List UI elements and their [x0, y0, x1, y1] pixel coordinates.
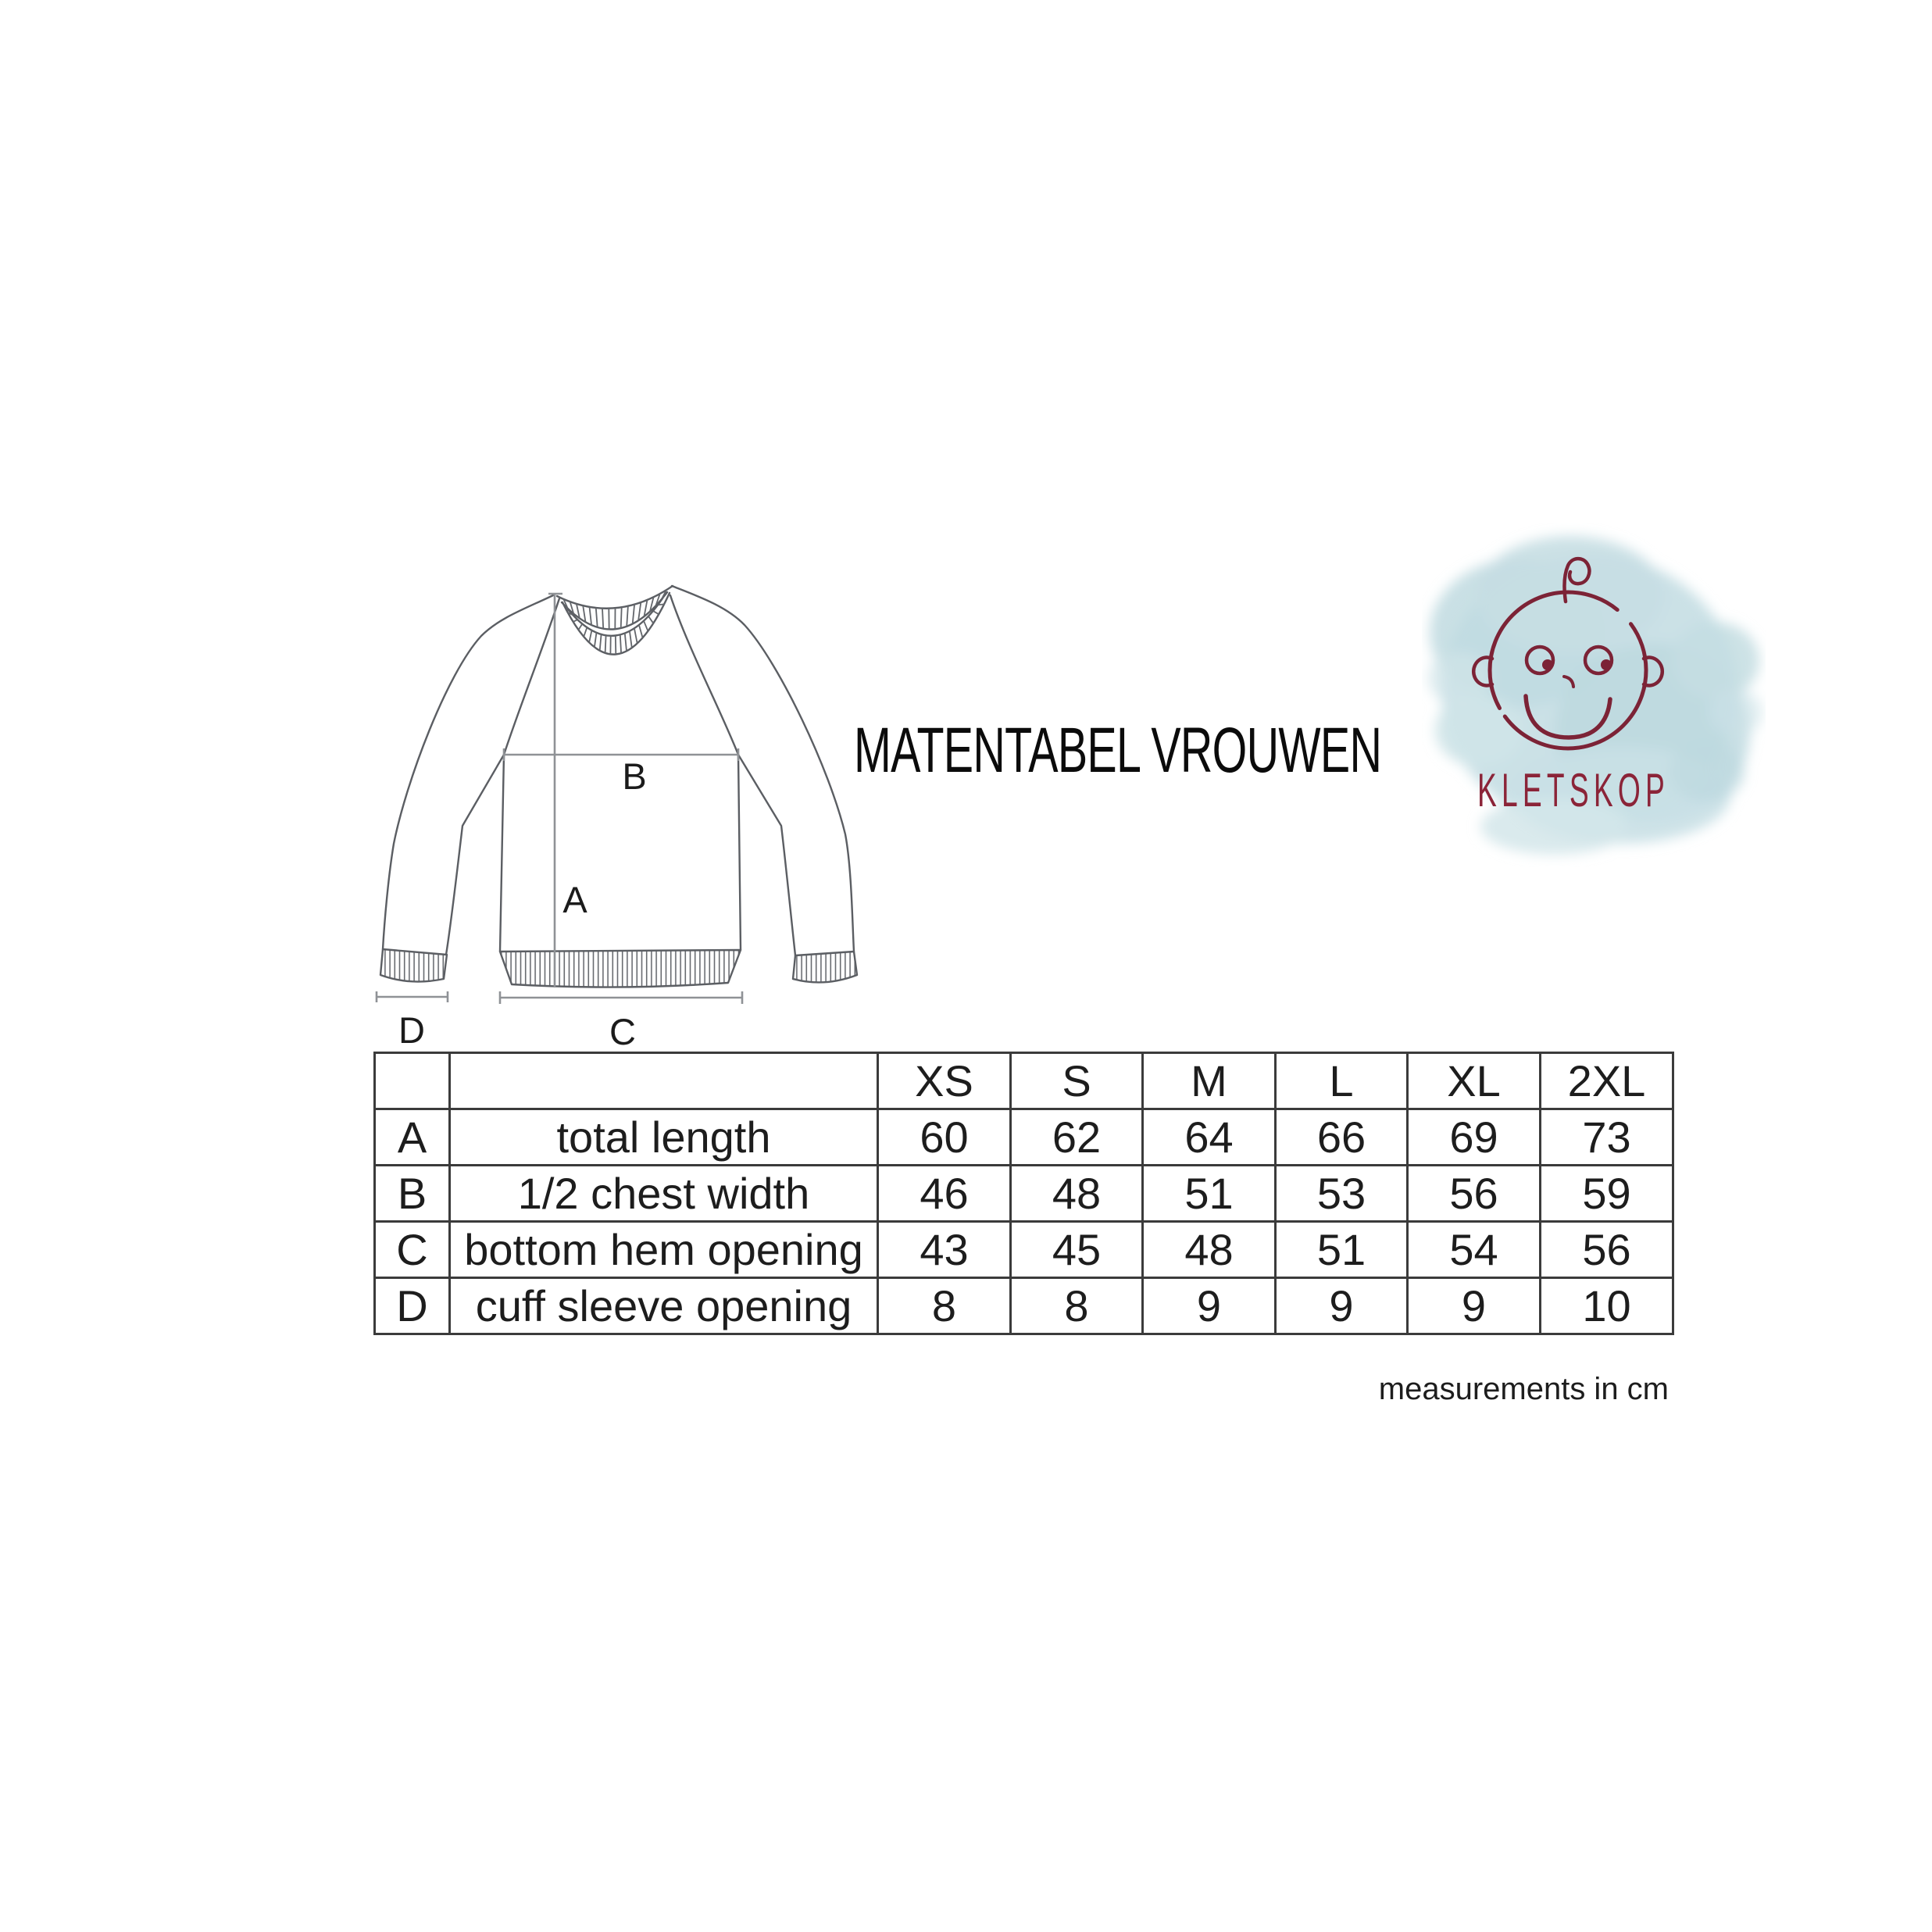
value-cell: 60 [878, 1109, 1011, 1166]
size-table [373, 1052, 1674, 1335]
brand-logo [1422, 523, 1766, 867]
collar-back-ribs [563, 590, 666, 629]
value-cell: 8 [878, 1278, 1011, 1334]
value-cell: 53 [1276, 1166, 1408, 1222]
row-key-cell: C [375, 1222, 450, 1278]
row-label-cell: bottom hem opening [450, 1222, 878, 1278]
row-key-cell: D [375, 1278, 450, 1334]
cuff-left-ribbing [380, 949, 447, 982]
measure-line-c [500, 991, 742, 1004]
value-cell: 46 [878, 1166, 1011, 1222]
measure-line-a [548, 594, 562, 987]
value-cell: 62 [1011, 1109, 1143, 1166]
size-header-row [375, 1053, 1673, 1109]
svg-text:KLETSKOP: KLETSKOP [1477, 763, 1670, 817]
row-label-cell: cuff sleeve opening [450, 1278, 878, 1334]
header-spacer [450, 1053, 878, 1109]
size-header-s: S [1011, 1053, 1143, 1109]
value-cell: 43 [878, 1222, 1011, 1278]
value-cell: 10 [1541, 1278, 1673, 1334]
table-row [375, 1278, 1673, 1334]
value-cell: 45 [1011, 1222, 1143, 1278]
header-spacer [375, 1053, 450, 1109]
value-cell: 69 [1408, 1109, 1541, 1166]
measure-line-d [377, 991, 448, 1002]
row-label-cell: 1/2 chest width [450, 1166, 878, 1222]
value-cell: 48 [1011, 1166, 1143, 1222]
value-cell: 54 [1408, 1222, 1541, 1278]
value-cell: 48 [1143, 1222, 1276, 1278]
value-cell: 66 [1276, 1109, 1408, 1166]
value-cell: 8 [1011, 1278, 1143, 1334]
measure-label-c: C [609, 1011, 636, 1052]
value-cell: 9 [1276, 1278, 1408, 1334]
collar-ribbing [557, 586, 673, 655]
sweater-diagram [344, 539, 906, 1070]
table-row [375, 1222, 1673, 1278]
value-cell: 59 [1541, 1166, 1673, 1222]
size-header-xs: XS [878, 1053, 1011, 1109]
size-header-m: M [1143, 1053, 1276, 1109]
page-title: MATENTABEL VROUWEN [854, 715, 1382, 786]
cuff-right-ribbing [793, 952, 857, 982]
row-label-cell: total length [450, 1109, 878, 1166]
size-header-2xl: 2XL [1541, 1053, 1673, 1109]
brand-name [1477, 764, 1670, 816]
value-cell: 51 [1143, 1166, 1276, 1222]
measure-label-d: D [398, 1009, 425, 1051]
value-cell: 51 [1276, 1222, 1408, 1278]
measure-label-b: B [622, 755, 647, 797]
value-cell: 56 [1408, 1166, 1541, 1222]
units-note: measurements in cm [1378, 1372, 1669, 1406]
row-key-cell: B [375, 1166, 450, 1222]
value-cell: 9 [1408, 1278, 1541, 1334]
value-cell: 56 [1541, 1222, 1673, 1278]
value-cell: 73 [1541, 1109, 1673, 1166]
row-key-cell: A [375, 1109, 450, 1166]
measure-line-b [504, 748, 738, 761]
sweater-outline [383, 586, 854, 955]
size-header-l: L [1276, 1053, 1408, 1109]
hem-ribbing [500, 950, 741, 987]
table-row [375, 1109, 1673, 1166]
table-row [375, 1166, 1673, 1222]
value-cell: 9 [1143, 1278, 1276, 1334]
value-cell: 64 [1143, 1109, 1276, 1166]
measure-label-a: A [562, 879, 587, 920]
size-header-xl: XL [1408, 1053, 1541, 1109]
